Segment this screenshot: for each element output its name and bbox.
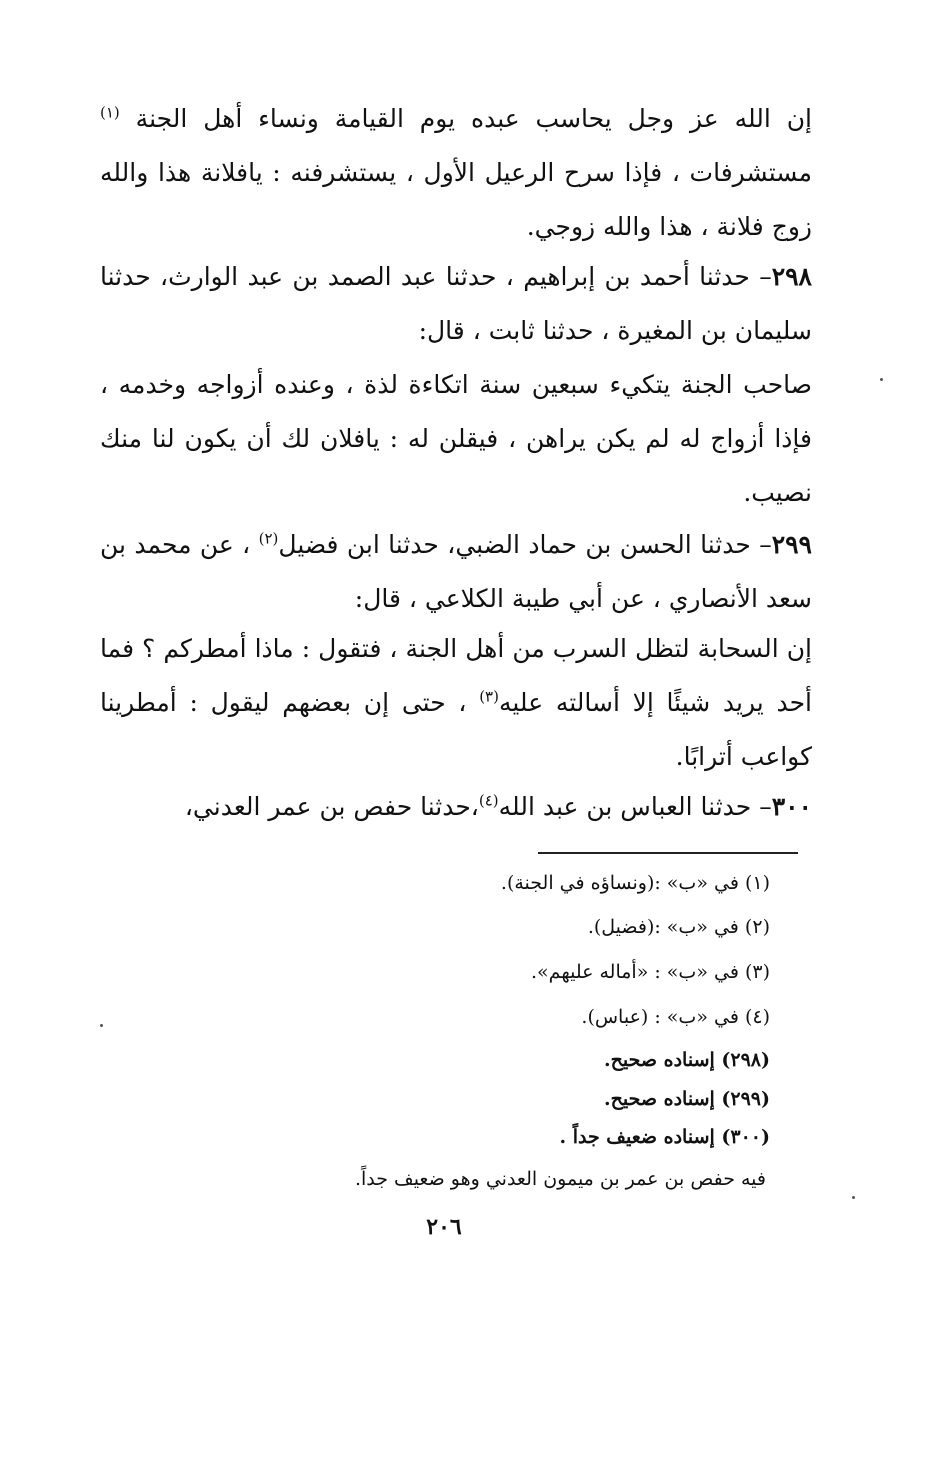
hadith-298-number: ٢٩٨ [771, 262, 812, 291]
footnote-separator [538, 852, 798, 854]
paragraph-2 [100, 358, 812, 520]
footnote-ref-4: (٤) [478, 791, 499, 810]
scan-speck [100, 1024, 103, 1027]
paragraph-1-text: إن الله عز وجل يحاسب عبده يوم القيامة ونساء أهل الجنة [135, 104, 812, 133]
hadith-299-text-b: ، عن محمد بن سعد الأنصاري ، عن أبي طيبة الكلاعي ، قال: [100, 530, 812, 613]
paragraph-3-text-b: ، حتى إن بعضهم ليقول : أمطرينا كواعب أترابًا. [100, 688, 812, 771]
footnote-300: (٣٠٠) إسناده ضعيف جداً . [559, 1126, 770, 1148]
footnote-ref-1: (١) [100, 103, 120, 122]
hadith-299-text-a: – حدثنا الحسن بن حماد الضبي، حدثنا ابن فضيل [278, 530, 772, 559]
footnote-4: (٤) في «ب» : (عباس). [581, 1006, 770, 1028]
hadith-300-number: ٣٠٠ [771, 792, 812, 821]
hadith-300 [100, 780, 812, 834]
hadith-299 [100, 518, 812, 626]
paragraph-1-rest: مستشرفات ، فإذا سرح الرعيل الأول ، يستشرفنه : يافلانة هذا والله زوج فلانة ، هذا والله زوجي. [100, 158, 812, 241]
footnote-3: (٣) في «ب» : «أماله عليهم». [531, 961, 770, 983]
footnote-ref-3: (٣) [479, 687, 499, 706]
page-number: ٢٠٦ [426, 1214, 462, 1240]
paragraph-1 [100, 92, 812, 254]
paragraph-3-text-a: إن السحابة لتظل السرب من أهل الجنة ، فتقول : ماذا أمطركم ؟ فما أحد يريد شيئًا إلا أسالته عليه [100, 634, 812, 717]
hadith-298-text: – حدثنا أحمد بن إبراهيم ، حدثنا عبد الصمد بن عبد الوارث، حدثنا سليمان بن المغيرة ، حدثنا ثابت ، قال: [100, 262, 812, 345]
footnote-298: (٢٩٨) إسناده صحيح. [604, 1049, 770, 1071]
paragraph-3 [100, 622, 812, 784]
footnote-ref-2: (٢) [258, 529, 279, 548]
footnote-299: (٢٩٩) إسناده صحيح. [604, 1088, 770, 1110]
paragraph-2-text: صاحب الجنة يتكيء سبعين سنة اتكاءة لذة ، وعنده أزواجه وخدمه ، فإذا أزواج له لم يكن يراهن ، فيقلن له : يافلان لك أن يكون لنا منك نصيب. [100, 370, 812, 507]
scan-speck [880, 378, 883, 381]
hadith-300-text-b: ،حدثنا حفص بن عمر العدني، [184, 792, 479, 821]
scan-speck [852, 1196, 855, 1199]
footnote-1: (١) في «ب» :(ونساؤه في الجنة). [500, 872, 770, 894]
footnote-2: (٢) في «ب» :(فضيل). [587, 916, 770, 938]
hadith-300-text-a: – حدثنا العباس بن عبد الله [498, 792, 772, 821]
hadith-299-number: ٢٩٩ [771, 530, 812, 559]
hadith-298 [100, 250, 812, 358]
footnote-300-note: فيه حفص بن عمر بن ميمون العدني وهو ضعيف جداً. [354, 1168, 766, 1190]
